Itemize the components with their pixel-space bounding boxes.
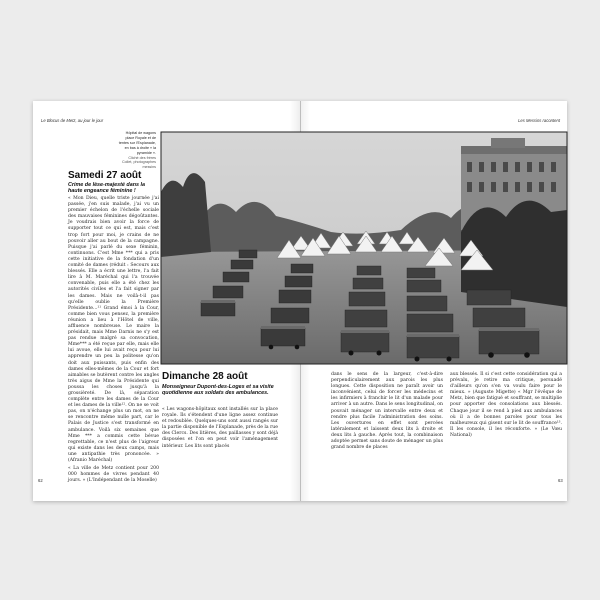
photo-caption (118, 131, 156, 170)
entry2-text-column-1 (162, 407, 278, 469)
entry-text-column (68, 196, 159, 484)
right-page-number: 63 (558, 478, 563, 483)
left-page-number: 62 (38, 478, 43, 483)
right-running-head: Les Messins racontent (518, 118, 560, 123)
historical-photograph (161, 132, 567, 364)
entry-subtitle-2: Monseigneur Dupont-des-Loges et sa visite quotidienne aux soldats des ambulances. (162, 384, 274, 397)
left-running-head: Le Blocus de Metz, au jour le jour (41, 118, 104, 123)
entry2-text-column-3 (450, 372, 562, 470)
entry-paragraph-quote: « La ville de Metz contient pour 200 000 hommes de vivres pendant 40 jours. » (L'Indépendant de la Moselle) (68, 466, 159, 484)
entry2-text-column-2 (331, 372, 443, 470)
entry2-paragraph-3: aux blessés. Il si c'est cette considération qui a prévalu, je retire ma critique, persuadé d'ailleurs qu'on s'en va voulu faire pour le mieux. » (Auguste Migette) « Mgr l'évêque de Metz, bien que fatigué et souffrant, se multiplie pour apporter des consolations aux blessés. Chaque jour il se rend à pied aux ambulances où il a de bonnes paroles pour tous les malheureux qui gisent sur le lit de souffrance¹³. Il les console, il les réconforte. » (Le Vœu National) (450, 372, 562, 438)
entry-paragraph: « Mon Dieu, quelle triste journée j'ai passée, j'en suis malade, j'ai vu un premier échelon de l'échelle sociale des mauvaises féminines dégoûtantes. Je voudrais bien avoir la force de supporter tout ce qui est, mais c'est trop fort pour moi, je crains de ne pouvoir aller au bout de la campagne. Puisque j'ai parlé du sexe féminin, continuons. C'est Mme *** qui a pris cette initiative de la fondation d'un comité de dames (réduit : Secours aux blessés. Elle a écrit une lettre, l'a fait lire à M. Maréchal qui l'a trouvée convenable, puis elle a été chez les autorités civiles et l'a fait signer par les dames. Mais ne voilà-t-il pas qu'elle oublie la Première Présidente...¹¹ Grand émoi à la Cour, comme bien vous pensez, la première réunion a lieu à l'Hôtel de ville, affluence nombreuse. Le maire la présidait, mais Mme Darnis ne s'y est pas rendue malgré sa convocation, Mme*** a été reçue par elle, mais elle lui avoue, elle lui avait reçu pour lui apprendre un peu la politesse qu'on doit aux puissants, puis enfin des dames elles-mêmes de la Cour et fort aimables se butèrent contre les angles très aigus de Mme la Présidente qui poussa les choses jusqu'à la grossièreté. De là, séparation complète entre les dames de la Cour et les dames de la ville¹². On ne se voit pas, on n'échange plus un mot, on ne se rencontre même nulle part, car le Palais de Justice s'est transformé en ambulance. Voilà six semaines que Mme *** a commis cette bévue regrettable, ce n'est plus de l'aigreur qui existe dans les deux camps, mais une antipathie très prononcée. » (Afranio Maréchal) (68, 196, 159, 464)
caption-text: Hôpital de wagons place Royale et de tentes sur l'Esplanade, en bas à droite « la pyramide ». (118, 131, 156, 155)
entry2-paragraph-2: dans le sens de la largeur, c'est-à-dire perpendiculairement aux parois les plus longues. Cette disposition ne paraît avoir un inconvénient, celui de forcer les médecins et les infirmiers à franchir le lit d'un malade pour arriver à un autre. Dans le sens longitudinal, on pouvait ménager un intervalle entre deux et rendre plus facile l'administration des soins. Les ouvertures en effet sont percées latéralement et laissent deux lits à droite et deux lits à gauche. Après tout, la combinaison adoptée permet sans doute de ménager un plus grand nombre de places (331, 372, 443, 451)
entry-date-heading-2: Dimanche 28 août (162, 371, 248, 382)
entry2-paragraph-1: « Les wagons-hôpitaux sont installés sur la place royale. Ils s'étendent d'une ligne assez continue et redoublée. Quelques-uns sont aussi rangés sur la partie disponible de l'Esplanade, près de la rue des Clercs. Des litières, des paillasses y sont déjà disposées et l'on en peut voir l'aménagement intérieur. Les lits sont placés (162, 407, 278, 449)
caption-credit: Cliché des frères Collet, photographes messins (121, 155, 156, 170)
entry-subtitle: Crime de lèse-majesté dans la haute engeance féminine ! (68, 182, 146, 195)
entry-date-heading: Samedi 27 août (68, 170, 142, 181)
